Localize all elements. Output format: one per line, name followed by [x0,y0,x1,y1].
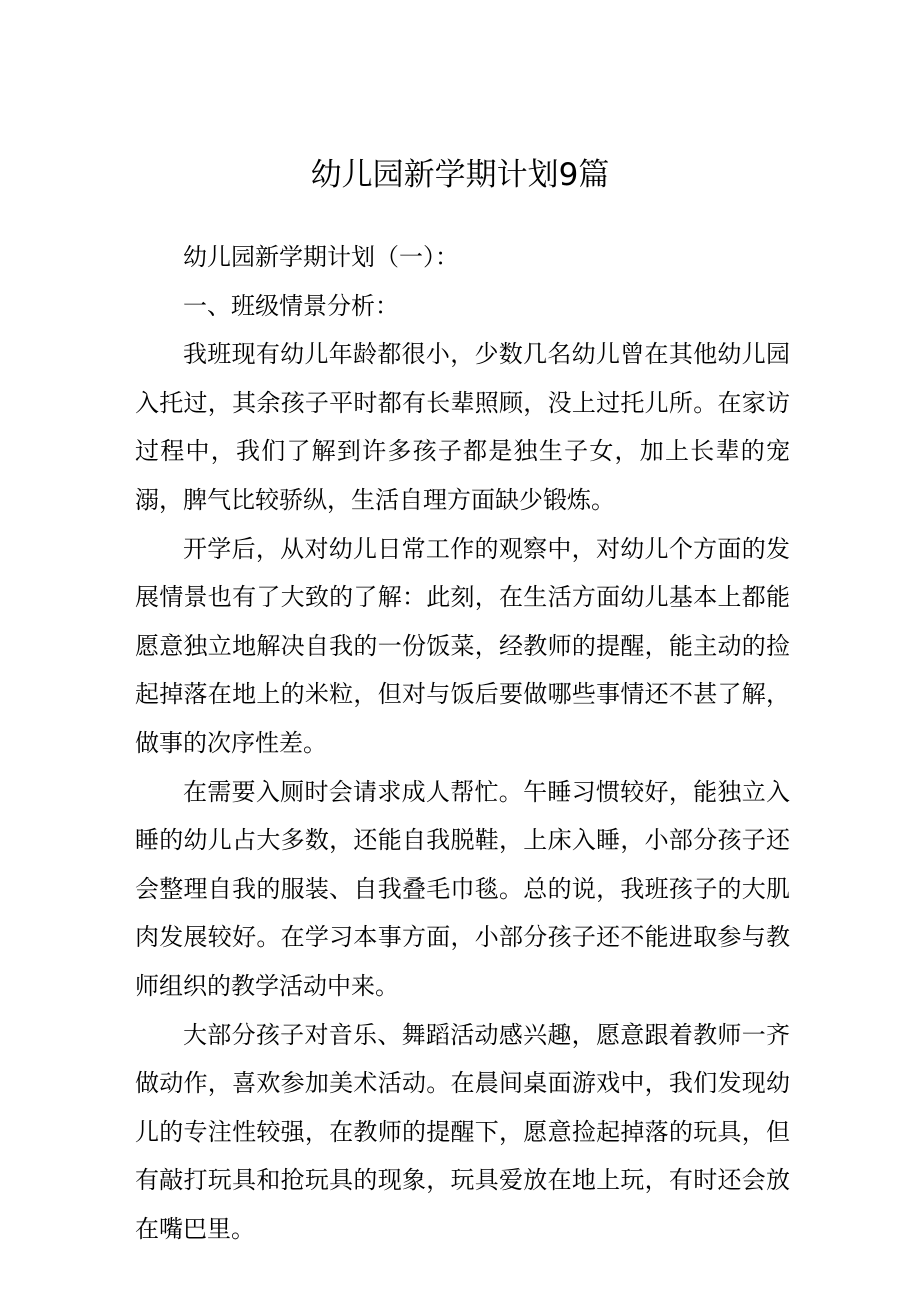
paragraph-interests-play: 大部分孩子对音乐、舞蹈活动感兴趣，愿意跟着教师一齐做动作，喜欢参加美术活动。在晨间桌面游戏中，我们发现幼儿的专注性较强，在教师的提醒下，愿意捡起掉落的玩具，但有敲打玩具和抢玩具的现象，玩具爱放在地上玩，有时还会放在嘴巴里。 [135,1020,790,1243]
paragraph-daily-observation: 开学后，从对幼儿日常工作的观察中，对幼儿个方面的发展情景也有了大致的了解：此刻，在生活方面幼儿基本上都能愿意独立地解决自我的一份饭菜，经教师的提醒，能主动的捡起掉落在地上的米粒，但对与饭后要做哪些事情还不甚了解，做事的次序性差。 [135,534,790,757]
section-heading-class-analysis: 一、班级情景分析： [183,291,399,320]
paragraph-toilet-nap-habits: 在需要入厕时会请求成人帮忙。午睡习惯较好，能独立入睡的幼儿占大多数，还能自我脱鞋，上床入睡，小部分孩子还会整理自我的服装、自我叠毛巾毯。总的说，我班孩子的大肌肉发展较好。在学习本事方面，小部分孩子还不能进取参与教师组织的教学活动中来。 [135,777,790,1000]
document-body [135,233,790,1253]
paragraph-class-overview: 我班现有幼儿年龄都很小，少数几名幼儿曾在其他幼儿园入托过，其余孩子平时都有长辈照顾，没上过托儿所。在家访过程中，我们了解到许多孩子都是独生子女，加上长辈的宠溺，脾气比较骄纵，生活自理方面缺少锻炼。 [135,340,790,514]
section-heading-plan-one: 幼儿园新学期计划（一）： [183,243,459,271]
document-title: 幼儿园新学期计划9篇 [310,157,610,193]
